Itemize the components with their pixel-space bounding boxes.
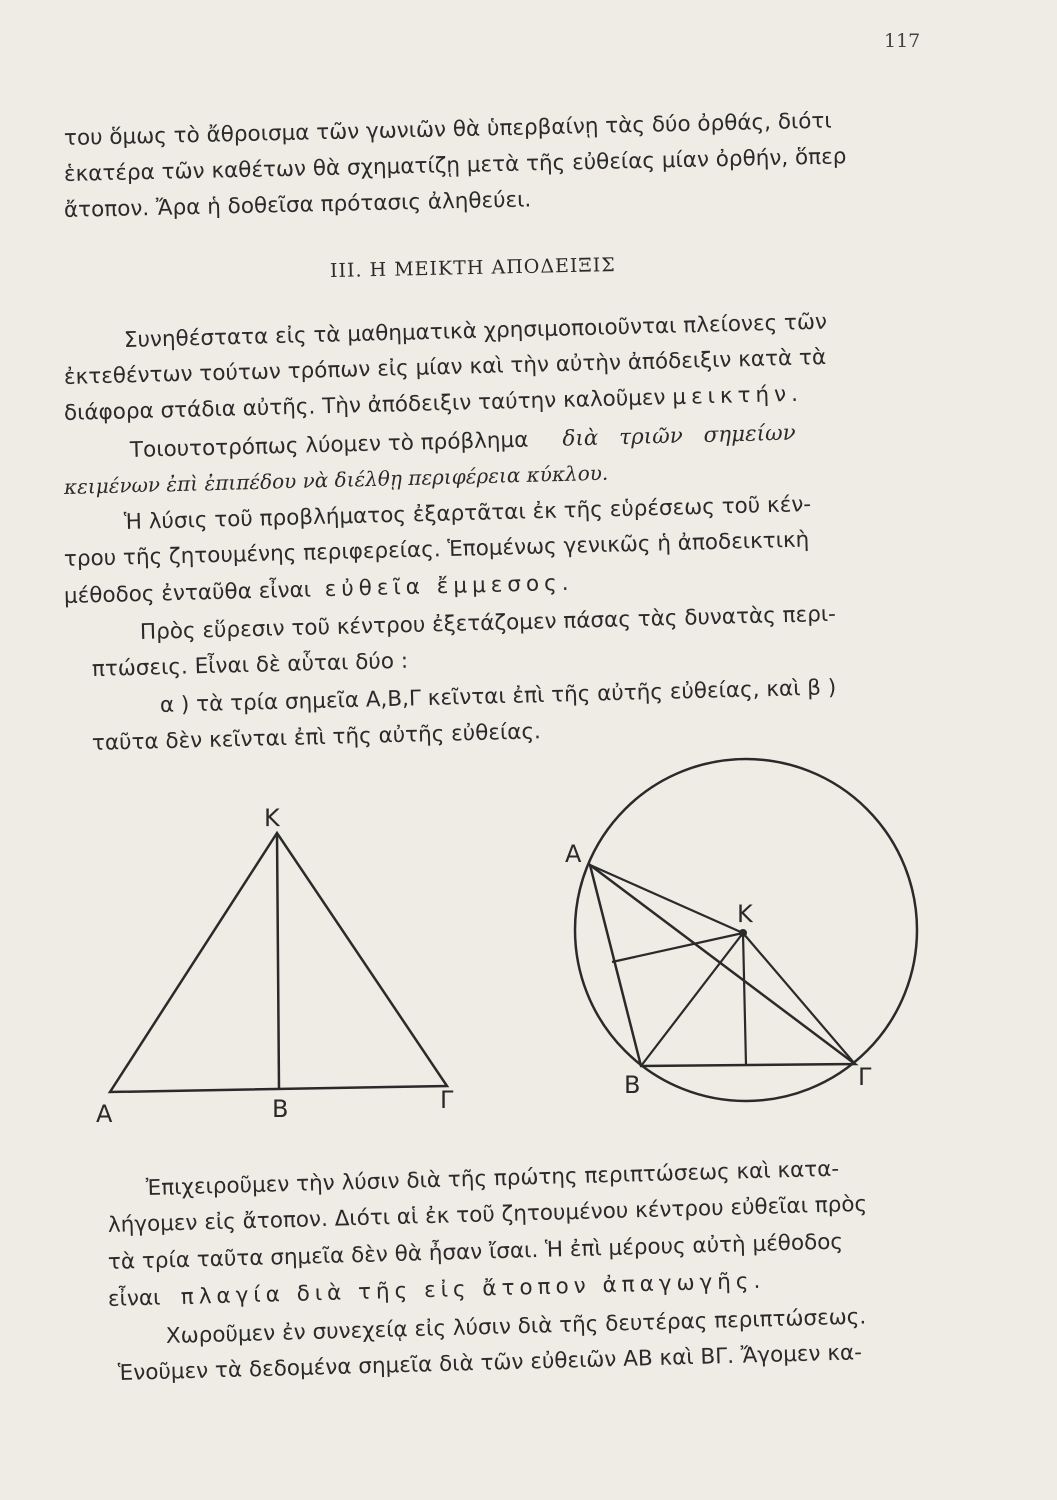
italic-line: κειμένων ἐπὶ ἐπιπέδου νὰ διέλθῃ περιφέρεια κύκλου. bbox=[63, 460, 609, 499]
spaced-term: εὐθεῖα ἔμμεσος. bbox=[324, 570, 574, 603]
text-line: α ) τὰ τρία σημεῖα Α,Β,Γ κεῖνται ἐπὶ τῆς αὐτῆς εὐθείας, καὶ β ) bbox=[159, 675, 837, 718]
perpendicular-to-bg bbox=[743, 933, 746, 1065]
spaced-term: μεικτήν. bbox=[672, 381, 804, 411]
text-line: Ἡ λύσις τοῦ προβλήματος ἐξαρτᾶται ἐκ τῆς εὑρέσεως τοῦ κέν- bbox=[123, 492, 812, 535]
text-line: ἑκατέρα τῶν καθέτων θὰ σχηματίζῃ μετὰ τῆς εὐθείας μίαν ὀρθήν, ὅπερ bbox=[63, 144, 847, 187]
text-segment: μέθοδος ἐνταῦθα εἶναι bbox=[63, 577, 312, 609]
text-line: Συνηθέστατα εἰς τὰ μαθηματικὰ χρησιμοποιοῦνται πλείονες τῶν bbox=[123, 309, 828, 353]
text-segment: Τοιουτοτρόπως λύομεν τὸ πρόβλημα bbox=[129, 427, 529, 463]
italic-phrase: διὰ τριῶν σημείων bbox=[562, 420, 796, 452]
label-k: Κ bbox=[264, 804, 280, 832]
text-segment: διάφορα στάδια αὐτῆς. Τὴν ἀπόδειξιν ταύτην καλοῦμεν bbox=[63, 385, 666, 426]
label-a: Α bbox=[96, 1100, 113, 1128]
radius-kg bbox=[743, 933, 855, 1064]
triangle-abg bbox=[590, 865, 855, 1066]
text-line: Πρὸς εὕρεσιν τοῦ κέντρου ἐξετάζομεν πάσας τὰς δυνατὰς περι- bbox=[139, 601, 837, 645]
label-b: Β bbox=[624, 1071, 641, 1099]
altitude-kb bbox=[277, 833, 279, 1090]
spaced-term: πλαγία διὰ τῆς εἰς ἄτοπον ἀπαγωγῆς. bbox=[180, 1268, 766, 1310]
label-g: Γ bbox=[858, 1063, 872, 1091]
label-k: Κ bbox=[737, 900, 753, 928]
section-heading: ΙΙΙ. Η ΜΕΙΚΤΗ ΑΠΟΔΕΙΞΙΣ bbox=[329, 254, 616, 282]
center-point-k bbox=[739, 929, 747, 937]
page-number: 117 bbox=[884, 30, 921, 52]
label-g: Γ bbox=[440, 1086, 454, 1114]
text-line: του ὅμως τὸ ἄθροισμα τῶν γωνιῶν θὰ ὑπερβαίνῃ τὰς δύο ὀρθάς, διότι bbox=[63, 108, 832, 151]
text-line: τρου τῆς ζητουμένης περιφερείας. Ἑπομένως γενικῶς ἡ ἀποδεικτικὴ bbox=[63, 527, 810, 572]
text-line: Ἐπιχειροῦμεν τὴν λύσιν διὰ τῆς πρώτης περιπτώσεως καὶ κατα- bbox=[145, 1156, 840, 1201]
label-a: Α bbox=[565, 840, 582, 868]
text-line: λήγομεν εἰς ἄτοπον. Διότι αἱ ἐκ τοῦ ζητουμένου κέντρου εὐθεῖαι πρὸς bbox=[107, 1191, 868, 1238]
text-line: Ἑνοῦμεν τὰ δεδομένα σημεῖα διὰ τῶν εὐθειῶν ΑΒ καὶ ΒΓ. Ἄγομεν κα- bbox=[117, 1340, 863, 1386]
text-line: ἄτοπον. Ἄρα ἡ δοθεῖσα πρότασις ἀληθεύει. bbox=[63, 187, 532, 223]
figure-circumscribed-circle bbox=[565, 759, 917, 1101]
text-line: Χωροῦμεν ἐν συνεχείᾳ εἰς λύσιν διὰ τῆς δευτέρας περιπτώσεως. bbox=[165, 1304, 867, 1349]
figure-isosceles-triangle bbox=[96, 804, 454, 1128]
text-line: πτώσεις. Εἶναι δὲ αὗται δύο : bbox=[91, 648, 409, 682]
text-line: ἐκτεθέντων τούτων τρόπων εἰς μίαν καὶ τὴν αὐτὴν ἀπόδειξιν κατὰ τὰ bbox=[63, 345, 827, 390]
text-line: ταῦτα δὲν κεῖνται ἐπὶ τῆς αὐτῆς εὐθείας. bbox=[91, 719, 542, 756]
label-b: Β bbox=[272, 1095, 289, 1123]
text-segment: εἶναι bbox=[107, 1285, 161, 1312]
text-line: τὰ τρία ταῦτα σημεῖα δὲν θὰ ἦσαν ἴσαι. Ἡ ἐπὶ μέρους αὐτὴ μέθοδος bbox=[107, 1229, 844, 1275]
